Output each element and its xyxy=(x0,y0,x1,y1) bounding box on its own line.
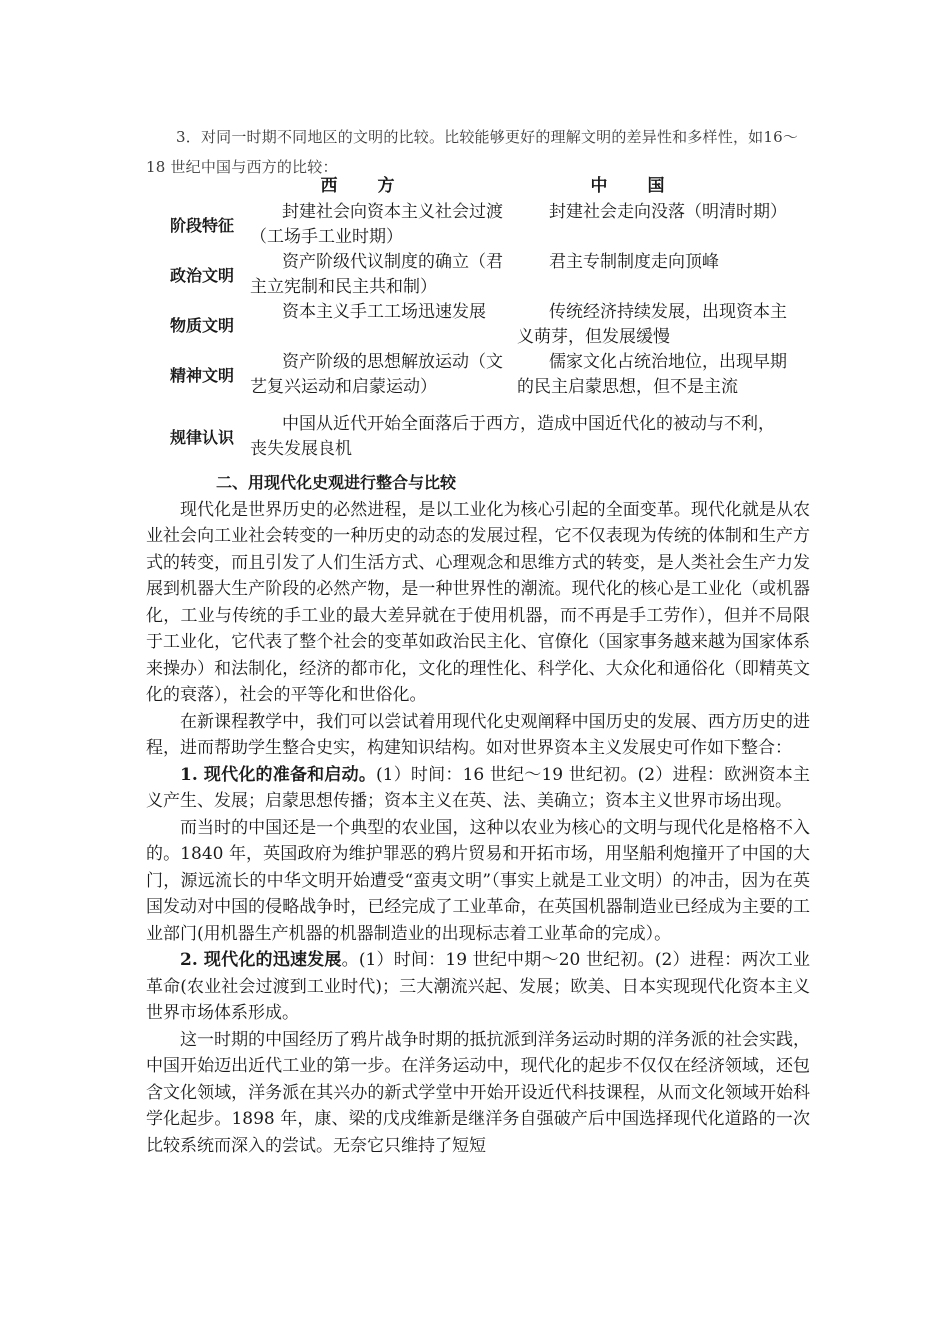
table-row xyxy=(170,350,790,400)
table-row-rule xyxy=(170,400,790,462)
row-label: 物质文明 xyxy=(170,315,235,335)
cell-west: 封建社会向资本主义社会过渡（工场手工业时期） xyxy=(250,202,503,247)
paragraph: 现代化是世界历史的必然进程，是以工业化为核心引起的全面变革。现代化就是从农业社会向工业社会转变的一种历史的动态的发展过程，它不仅表现为传统的体制和生产方式的转变，而且引发了人们生活方式、心理观念和思维方式的转变，是人类社会生产力发展到机器大生产阶段的必然产物，是一种世界性的潮流。现代化的核心是工业化（或机器化，工业与传统的手工业的最大差异就在于使用机器，而不再是手工劳作），但并不局限于工业化，它代表了整个社会的变革如政治民主化、官僚化（国家事务越来越为国家体系来操办）和法制化，经济的都市化，文化的理性化、科学化、大众化和通俗化（即精英文化的衰落），社会的平等化和世俗化。 xyxy=(146,499,810,705)
rule-text: 中国从近代开始全面落后于西方，造成中国近代化的被动与不利，丧失发展良机 xyxy=(250,414,775,459)
table-row xyxy=(170,300,790,350)
cell-china: 传统经济持续发展，出现资本主义萌芽，但发展缓慢 xyxy=(517,302,787,347)
paragraph xyxy=(146,762,810,815)
intro-paragraph xyxy=(146,122,810,182)
rule-label: 规律认识 xyxy=(170,427,235,447)
cell-china: 封建社会走向没落（明清时期） xyxy=(549,202,787,222)
cell-west: 资本主义手工工场迅速发展 xyxy=(282,302,486,322)
paragraph-text: 。(1）时间：19 世纪中期～20 世纪初。(2）进程：两次工业革命(农业社会过渡到工业时代)；三大潮流兴起、发展；欧美、日本实现现代化资本主义世界市场体系形成。 xyxy=(146,950,811,1023)
paragraph: 而当时的中国还是一个典型的农业国，这种以农业为核心的文明与现代化是格格不入的。1840 年，英国政府为维护罪恶的鸦片贸易和开拓市场，用坚船利炮撞开了中国的大门，源远流长的中华文明开始遭受“蛮夷文明”（事实上就是工业文明）的冲击，因为在英国发动对中国的侵略战争时，已经完成了工业革命，在英国机器制造业已经成为主要的工业部门(用机器生产机器的机器制造业的出现标志着工业革命的完成）。 xyxy=(146,817,810,944)
paragraph xyxy=(146,947,810,1027)
section-body xyxy=(146,470,810,1159)
cell-west: 资产阶级代议制度的确立（君主立宪制和民主共和制） xyxy=(250,252,503,297)
table-header-row xyxy=(170,174,790,200)
row-label: 阶段特征 xyxy=(170,215,235,235)
cell-china: 君主专制制度走向顶峰 xyxy=(549,252,719,272)
paragraph-text: (1）时间：16 世纪～19 世纪初。(2）进程：欧洲资本主义产生、发展；启蒙思想传播；资本主义在英、法、美确立；资本主义世界市场出现。 xyxy=(146,764,810,811)
table-row xyxy=(170,250,790,300)
intro-text: 3．对同一时期不同地区的文明的比较。比较能够更好的理解文明的差异性和多样性，如16～18 世纪中国与西方的比较： xyxy=(146,128,799,176)
subheading: 1. 现代化的准备和启动。 xyxy=(180,764,377,785)
cell-china: 儒家文化占统治地位，出现早期的民主启蒙思想，但不是主流 xyxy=(517,352,787,397)
header-china: 中国 xyxy=(590,176,705,196)
table-row xyxy=(170,200,790,250)
row-label: 政治文明 xyxy=(170,265,235,285)
cell-west: 资产阶级的思想解放运动（文艺复兴运动和启蒙运动） xyxy=(250,352,503,397)
section-heading: 二、用现代化史观进行整合与比较 xyxy=(216,473,457,492)
subheading: 2. 现代化的迅速发展 xyxy=(180,950,342,970)
paragraph: 这一时期的中国经历了鸦片战争时期的抵抗派到洋务运动时期的洋务派的社会实践，中国开始迈出近代工业的第一步。在洋务运动中，现代化的起步不仅仅在经济领域，还包含文化领域，洋务派在其兴办的新式学堂中开始开设近代科技课程，从而文化领域开始科学化起步。1898 年，康、梁的戊戌维新是继洋务自强破产后中国选择现代化道路的一次比较系统而深入的尝试。无奈它只维持了短短 xyxy=(146,1029,810,1156)
paragraph: 在新课程教学中，我们可以尝试着用现代化史观阐释中国历史的发展、西方历史的进程，进而帮助学生整合史实，构建知识结构。如对世界资本主义发展史可作如下整合： xyxy=(146,711,810,758)
header-west: 西方 xyxy=(320,176,435,196)
row-label: 精神文明 xyxy=(170,365,235,385)
comparison-table xyxy=(170,174,790,462)
